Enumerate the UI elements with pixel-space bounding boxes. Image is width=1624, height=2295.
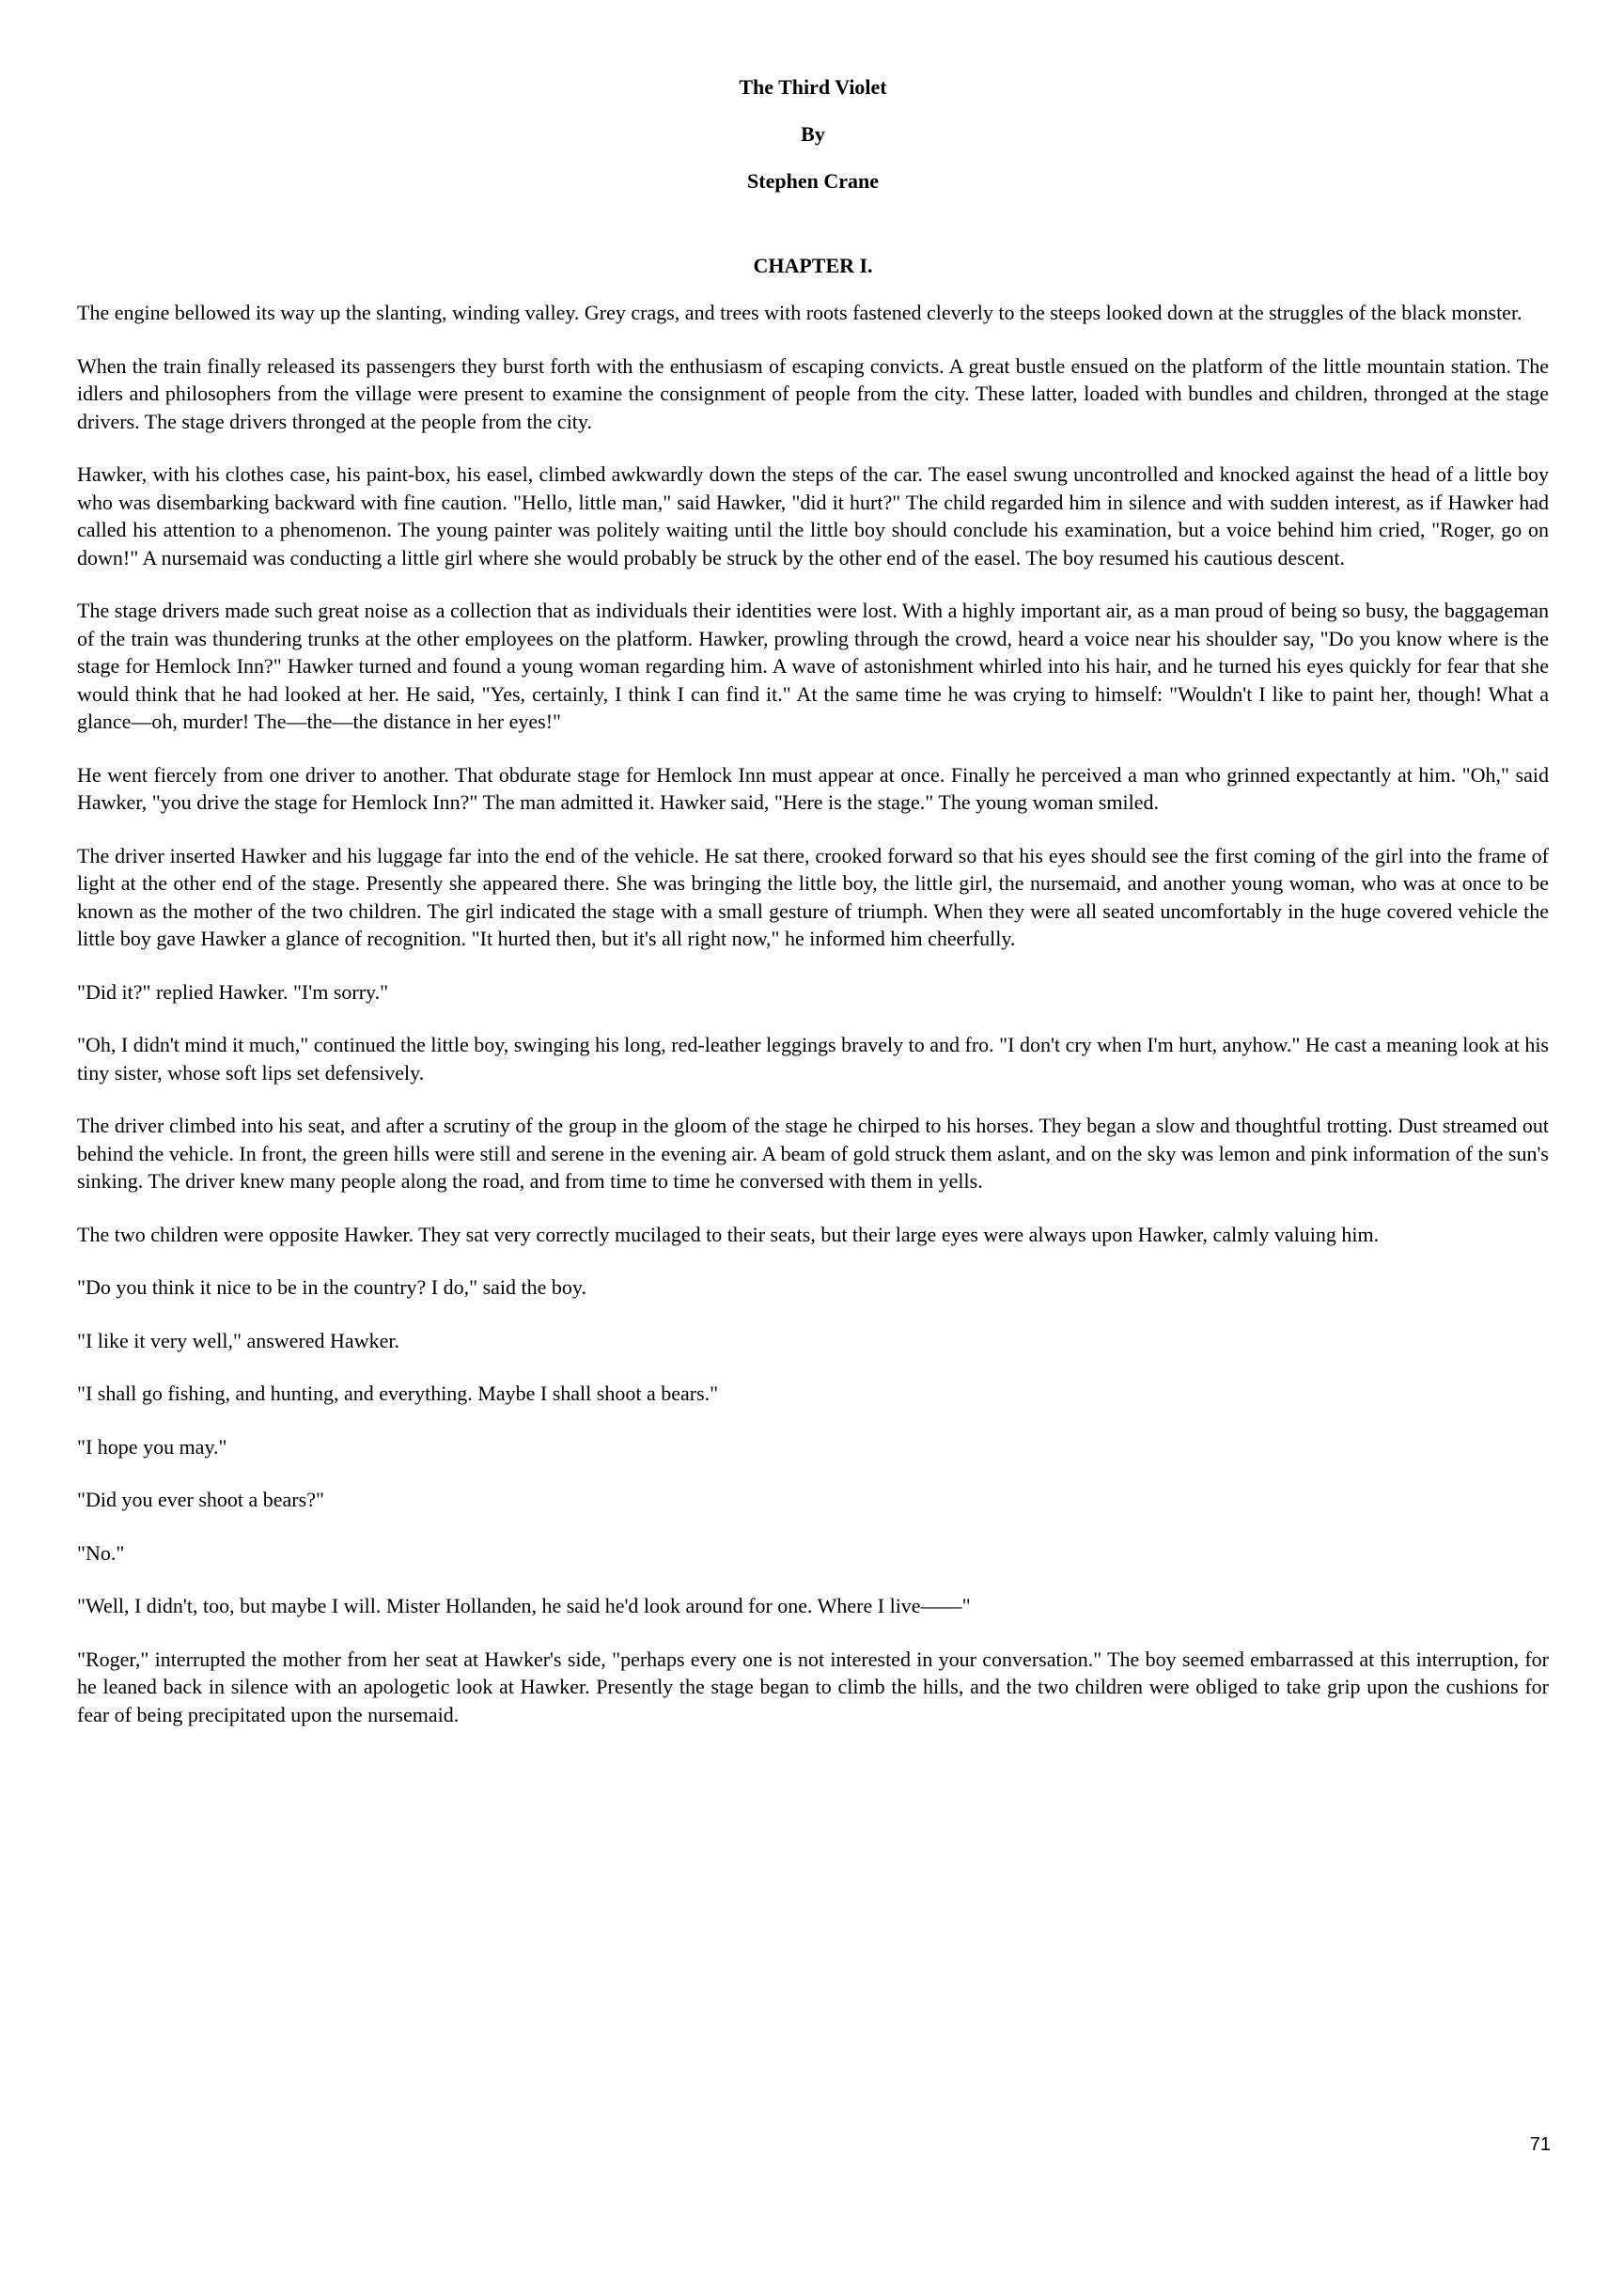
paragraph: The two children were opposite Hawker. They sat very correctly mucilaged to their seats, but their large eyes were always upon Hawker, calmly valuing him. bbox=[77, 1222, 1380, 1246]
chapter-body bbox=[77, 299, 1549, 1728]
paragraph: When the train finally released its passengers they burst forth with the enthusiasm of escaping convicts. A great bustle ensued on the platform of the little mountain station. The idlers and philosophers from the village were present to examine the consignment of people from the city. These latter, loaded with bundles and children, thronged at the stage drivers. The stage drivers thronged at the people from the city. bbox=[77, 353, 1549, 433]
paragraph: The stage drivers made such great noise as a collection that as individuals their identities were lost. With a highly important air, as a man proud of being so busy, the baggageman of the train was thundering trunks at the other employees on the platform. Hawker, prowling through the crowd, heard a voice near his shoulder say, "Do you know where is the stage for Hemlock Inn?" Hawker turned and found a young woman regarding him. A wave of astonishment whirled into his hair, and he turned his eyes quickly for fear that she would think that he had looked at her. He said, "Yes, certainly, I think I can find it." At the same time he was crying to himself: "Wouldn't I like to paint her, though! What a glance—oh, murder! The—the—the distance in her eyes!" bbox=[77, 599, 1549, 733]
paragraph: "I like it very well," answered Hawker. bbox=[77, 1328, 399, 1352]
paragraph: "No." bbox=[77, 1540, 125, 1565]
byline-by: By bbox=[801, 122, 825, 146]
paragraph: "I shall go fishing, and hunting, and everything. Maybe I shall shoot a bears." bbox=[77, 1382, 719, 1405]
chapter-heading: CHAPTER I. bbox=[753, 254, 873, 277]
paragraph: He went fiercely from one driver to another. That obdurate stage for Hemlock Inn must appear at once. Finally he perceived a man who grinned expectantly at him. "Oh," said Hawker, "you drive the stage for Hemlock Inn?" The man admitted it. Hawker said, "Here is the stage." The young woman smiled. bbox=[77, 762, 1549, 814]
paragraph: The driver inserted Hawker and his luggage far into the end of the vehicle. He sat there, crooked forward so that his eyes should see the first coming of the girl into the frame of light at the other end of the stage. Presently she appeared there. She was bringing the little boy, the little girl, the nursemaid, and another young woman, who was at once to be known as the mother of the two children. The girl indicated the stage with a small gesture of triumph. When they were all seated uncomfortably in the huge covered vehicle the little boy gave Hawker a glance of recognition. "It hurted then, but it's all right now," he informed him cheerfully. bbox=[77, 843, 1549, 950]
paragraph: "I hope you may." bbox=[77, 1434, 227, 1459]
paragraph: The engine bellowed its way up the slanting, winding valley. Grey crags, and trees with roots fastened cleverly to the steeps looked down at the struggles of the black monster. bbox=[77, 301, 1522, 324]
document-page bbox=[77, 75, 1549, 1754]
paragraph: "Did it?" replied Hawker. "I'm sorry." bbox=[77, 979, 389, 1004]
paragraph: "Roger," interrupted the mother from her seat at Hawker's side, "perhaps every one is not interested in your conversation." The boy seemed embarrassed at this interruption, for he leaned back in silence with an apologetic look at Hawker. Presently the stage began to climb the hills, and the two children were obliged to take grip upon the cushions for fear of being precipitated upon the nursemaid. bbox=[77, 1647, 1549, 1726]
paragraph: "Oh, I didn't mind it much," continued the little boy, swinging his long, red-leather leggings bravely to and fro. "I don't cry when I'm hurt, anyhow." He cast a meaning look at his tiny sister, whose soft lips set defensively. bbox=[77, 1033, 1549, 1085]
page-number: 71 bbox=[1529, 2134, 1551, 2155]
book-title: The Third Violet bbox=[739, 75, 887, 99]
paragraph: Hawker, with his clothes case, his paint-box, his easel, climbed awkwardly down the steps of the car. The easel swung uncontrolled and knocked against the head of a little boy who was disembarking backward with fine caution. "Hello, little man," said Hawker, "did it hurt?" The child regarded him in silence and with sudden interest, as if Hawker had called his attention to a phenomenon. The young painter was politely waiting until the little boy should conclude his examination, but a voice behind him cried, "Roger, go on down!" A nursemaid was conducting a little girl where she would probably be struck by the other end of the easel. The boy resumed his cautious descent. bbox=[77, 462, 1549, 570]
paragraph: "Did you ever shoot a bears?" bbox=[77, 1488, 324, 1511]
author-name: Stephen Crane bbox=[747, 169, 879, 193]
paragraph: "Well, I didn't, too, but maybe I will. Mister Hollanden, he said he'd look around for one. Where I live——" bbox=[77, 1594, 971, 1617]
paragraph: The driver climbed into his seat, and after a scrutiny of the group in the gloom of the stage he chirped to his horses. They began a slow and thoughtful trotting. Dust streamed out behind the vehicle. In front, the green hills were still and serene in the evening air. A beam of gold struck them aslant, and on the sky was lemon and pink information of the sun's sinking. The driver knew many people along the road, and from time to time he conversed with them in yells. bbox=[77, 1114, 1549, 1193]
paragraph: "Do you think it nice to be in the country? I do," said the boy. bbox=[77, 1275, 586, 1299]
